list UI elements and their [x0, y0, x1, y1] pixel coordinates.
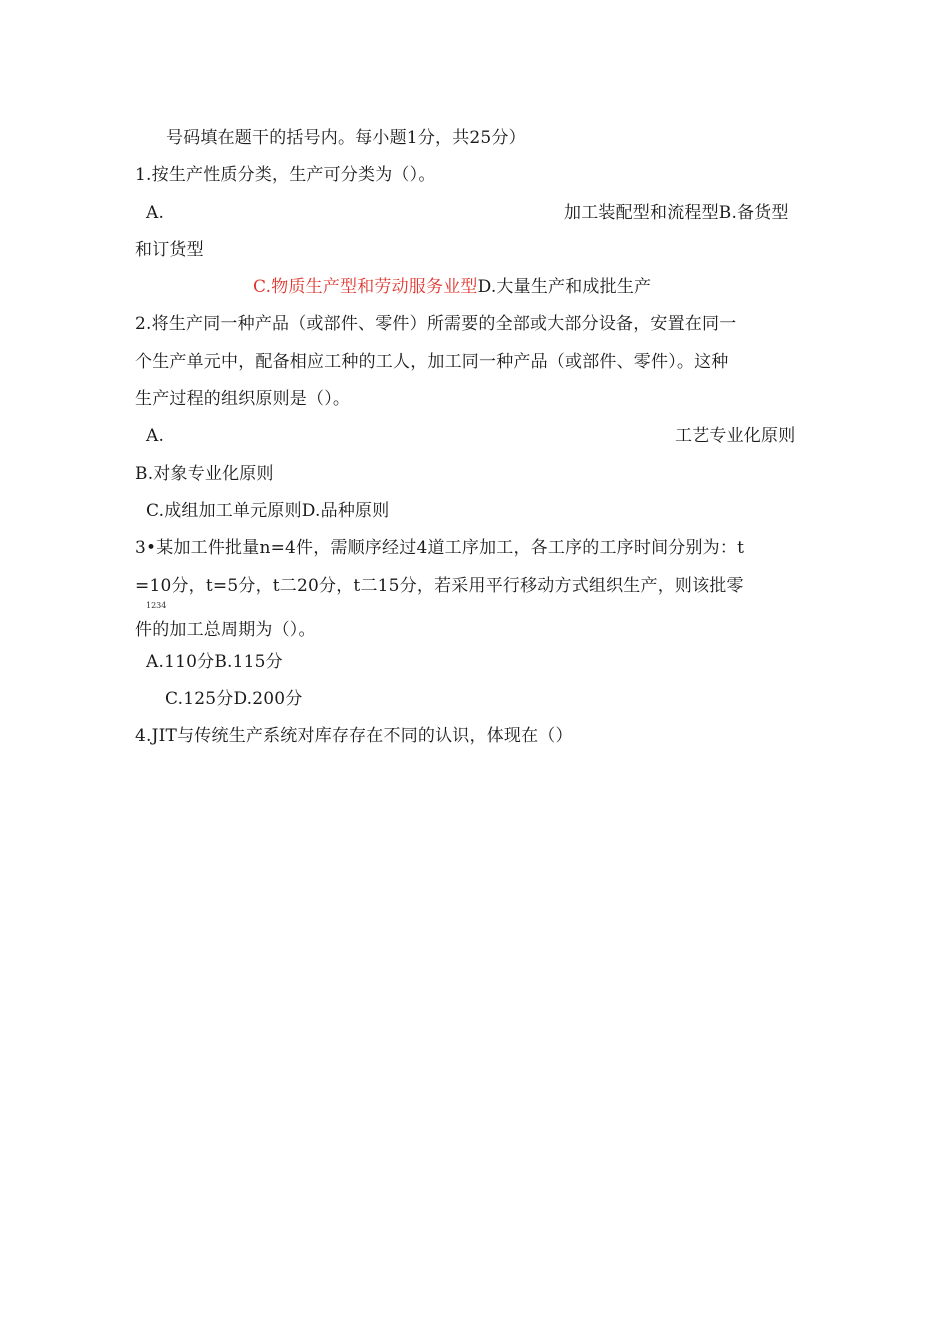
question-2-options-cd: C.成组加工单元原则D.品种原则 — [146, 501, 390, 521]
question-3-subscripts: 1234 — [146, 601, 167, 610]
question-2-option-a-label: A. — [146, 426, 165, 446]
intro-text: 号码填在题干的括号内。每小题1分，共25分） — [166, 128, 526, 148]
question-1-option-a-text: 加工装配型和流程型B.备货型 — [564, 203, 789, 223]
question-3-options-cd: C.125分D.200分 — [165, 689, 303, 709]
question-2-option-b: B.对象专业化原则 — [135, 464, 274, 484]
question-1-option-d: D.大量生产和成批生产 — [477, 277, 652, 297]
question-2-stem-line-2: 个生产单元中，配备相应工种的工人，加工同一种产品（或部件、零件）。这种 — [135, 352, 729, 372]
question-1-option-a-label: A. — [146, 203, 165, 223]
question-2-stem-line-3: 生产过程的组织原则是（）。 — [135, 389, 351, 409]
question-3-stem-line-3: 件的加工总周期为（）。 — [135, 620, 316, 640]
question-2-stem-line-1: 2.将生产同一种产品（或部件、零件）所需要的全部或大部分设备，安置在同一 — [135, 314, 737, 334]
question-1-stem: 1.按生产性质分类，生产可分类为（）。 — [135, 165, 436, 185]
question-1-option-b-wrap: 和订货型 — [135, 240, 204, 260]
question-2-option-a-text: 工艺专业化原则 — [675, 426, 796, 446]
question-3-stem-line-1: 3•某加工件批量n=4件，需顺序经过4道工序加工，各工序的工序时间分别为：t — [135, 538, 745, 558]
question-4-stem: 4.JIT与传统生产系统对库存存在不同的认识，体现在（） — [135, 726, 573, 746]
question-1-option-c: C.物质生产型和劳动服务业型 — [253, 277, 478, 297]
question-3-stem-line-2: =10分，t=5分，t二20分，t二15分，若采用平行移动方式组织生产，则该批零 — [135, 576, 744, 596]
question-3-options-ab: A.110分B.115分 — [146, 652, 283, 672]
question-1-options-cd — [253, 276, 651, 298]
